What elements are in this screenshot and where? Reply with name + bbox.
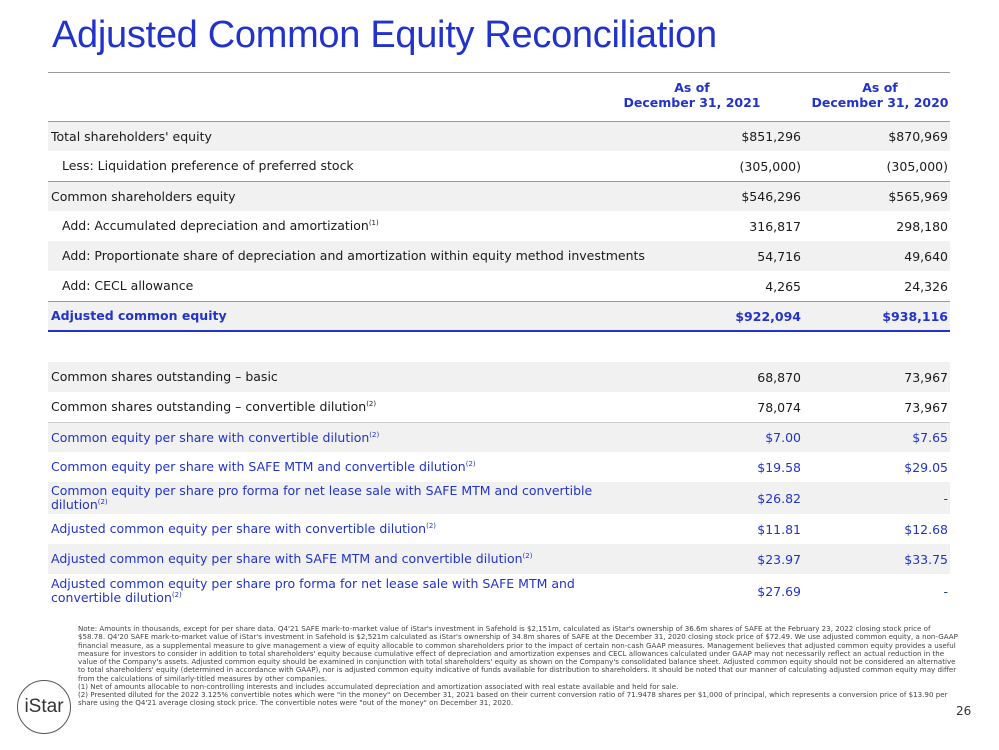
value-2021: (305,000)	[739, 158, 801, 174]
row-label-text: Adjusted common equity per share pro forma for net lease sale with SAFE MTM and convertible dilution	[51, 576, 575, 605]
row-label: Add: CECL allowance	[62, 278, 194, 293]
column-header-2021-line2: December 31, 2021	[623, 95, 761, 110]
value-2020: $870,969	[888, 129, 948, 144]
value-2020: 49,640	[904, 248, 948, 264]
table-row	[48, 181, 950, 211]
value-2021: $546,296	[741, 189, 801, 204]
footnote-marker: (1)	[368, 218, 379, 227]
column-header-2021-line1: As of	[674, 80, 710, 95]
value-2021: 316,817	[749, 218, 801, 234]
table-row	[48, 482, 950, 514]
value-2021: 4,265	[765, 278, 801, 294]
total-row	[48, 301, 950, 332]
column-header-2020-line1: As of	[862, 80, 898, 95]
row-label: Common shares outstanding – basic	[51, 369, 278, 384]
table-row	[48, 574, 950, 608]
table-row	[48, 544, 950, 574]
row-label-text: Common equity per share pro forma for net lease sale with SAFE MTM and convertible dilution	[51, 483, 593, 512]
footnote-marker: (2)	[171, 590, 182, 599]
row-label-text: Common equity per share with SAFE MTM and convertible dilution	[51, 459, 466, 474]
value-2021: $851,296	[741, 129, 801, 144]
value-2020: $938,116	[882, 308, 948, 324]
page-number: 26	[956, 704, 972, 718]
footnote-marker: (2)	[97, 497, 108, 506]
row-label	[48, 484, 631, 512]
table-row	[48, 151, 950, 181]
value-2020: $565,969	[888, 189, 948, 204]
value-2020: (305,000)	[886, 158, 948, 174]
value-2021: 54,716	[757, 248, 801, 264]
footnotes	[78, 625, 958, 708]
table-row	[48, 392, 950, 422]
value-2021: $26.82	[757, 490, 801, 506]
row-label-text: Add: Accumulated depreciation and amortization	[62, 218, 369, 233]
row-label	[48, 577, 631, 605]
row-label: Common shareholders equity	[51, 188, 236, 204]
table-row	[48, 452, 950, 482]
value-2021: 68,870	[757, 369, 801, 385]
table-row	[48, 362, 950, 392]
value-2021: $922,094	[735, 308, 801, 324]
value-2020: $33.75	[904, 551, 948, 567]
row-label-text: Adjusted common equity per share with SAFE MTM and convertible dilution	[51, 551, 523, 566]
value-2021: $7.00	[765, 430, 801, 445]
istar-logo	[17, 680, 71, 734]
value-2021: $11.81	[757, 521, 801, 537]
value-2020: 298,180	[896, 218, 948, 234]
table-row	[48, 211, 950, 241]
footnote-1: (1) Net of amounts allocable to non-controlling interests and includes accumulated depreciation and amortization associated with real estate available and held for sale.	[78, 681, 679, 691]
value-2020: $7.65	[912, 430, 948, 445]
row-label: Total shareholders' equity	[51, 128, 212, 144]
footnote-marker: (2)	[366, 399, 377, 408]
value-2020: 73,967	[904, 369, 948, 385]
column-header-2020	[805, 80, 955, 110]
value-2020: -	[943, 490, 948, 506]
footnote-marker: (2)	[369, 430, 380, 439]
value-2021: 78,074	[757, 399, 801, 415]
value-2021: $27.69	[757, 583, 801, 599]
title-divider	[48, 72, 950, 73]
table-row	[48, 422, 950, 452]
row-label-text: Adjusted common equity per share with convertible dilution	[51, 521, 427, 536]
value-2021: $23.97	[757, 551, 801, 567]
logo-text: iStar	[24, 696, 64, 717]
footnote-2: (2) Presented diluted for the 2022 3.125% convertible notes which were "in the money" on December 31, 2021 based on their current conversion ratio of 71.9478 shares per $1,000 of principal, which represents a conversion price of $13.90 per share using the Q4'21 average closing stock price. The convertible notes were "out of the money" on December 31, 2020.	[78, 690, 948, 708]
footnote-marker: (2)	[465, 459, 476, 468]
value-2020: $29.05	[904, 459, 948, 475]
value-2020: $12.68	[904, 521, 948, 537]
column-header-2020-line2: December 31, 2020	[811, 95, 949, 110]
page-title: Adjusted Common Equity Reconciliation	[52, 14, 717, 56]
row-label-text: Common equity per share with convertible dilution	[51, 429, 370, 445]
row-label-text: Common shares outstanding – convertible dilution	[51, 399, 367, 414]
note-text: Note: Amounts in thousands, except for per share data. Q4'21 SAFE mark-to-market value of iStar's investment in Safehold is $2,151m, calculated as iStar's ownership of 36.6m shares of SAFE at the February 23, 2022 closing stock price of $58.78. Q4'20 SAFE mark-to-market value of iStar's investment in Safehold is $2,521m calculated as iStar's ownership of 34.8m shares of SAFE at the December 31, 2020 closing stock price of $72.49. We use adjusted common equity, a non-GAAP financial measure, as a supplemental measure to give management a view of equity allocable to common shareholders prior to the impact of certain non-cash GAAP measures. Management believes that adjusted common equity provides a useful measure for investors to consider in addition to total shareholders' equity because cumulative effect of depreciation and amortization expenses and CECL allowances calculated under GAAP may not necessarily reflect an actual reduction in the value of the Company's assets. Adjusted common equity should be examined in conjunction with total shareholders' equity as shown on the Company's consolidated balance sheet. Adjusted common equity should not be considered an alternative to total shareholders' equity (determined in accordance with GAAP), nor is adjusted common equity indicative of funds available for distribution to shareholders. It should be noted that our manner of calculating adjusted common equity may differ from the calculations of similarly-titled measures by other companies.	[78, 624, 958, 683]
table-row	[48, 271, 950, 301]
value-2020: 73,967	[904, 399, 948, 415]
value-2020: -	[943, 583, 948, 599]
table-row	[48, 122, 950, 151]
table-row	[48, 241, 950, 271]
value-2020: 24,326	[904, 278, 948, 294]
row-label: Less: Liquidation preference of preferred stock	[62, 158, 354, 173]
table-row	[48, 514, 950, 544]
footnote-marker: (2)	[426, 521, 437, 530]
column-header-2021	[617, 80, 767, 110]
footnote-marker: (2)	[522, 551, 533, 560]
value-2021: $19.58	[757, 459, 801, 475]
row-label: Adjusted common equity	[51, 308, 227, 323]
row-label: Add: Proportionate share of depreciation and amortization within equity method investments	[62, 248, 645, 263]
